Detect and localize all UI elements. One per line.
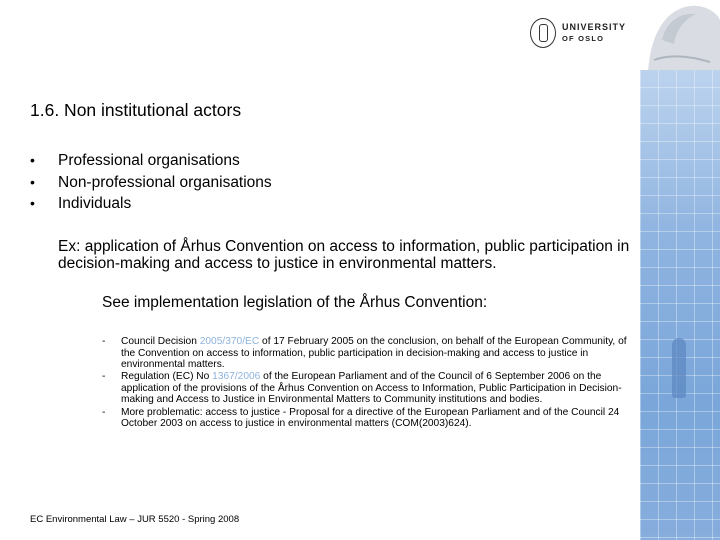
legislation-item: [100, 371, 630, 406]
see-legislation-text: See implementation legislation of the Århus Convention:: [102, 294, 488, 311]
bullet-item: • Professional organisations: [30, 150, 272, 172]
decorative-side-panel: [640, 70, 720, 540]
bullet-item: • Non-professional organisations: [30, 172, 272, 194]
reference-link[interactable]: 1367/2006: [212, 371, 261, 383]
reference-link[interactable]: 2005/370/EC: [199, 336, 260, 347]
ref-text-pre: Council Decision: [121, 336, 200, 347]
legislation-item: [100, 407, 630, 430]
bullet-item: • Individuals: [30, 193, 272, 215]
legislation-item: [100, 336, 630, 371]
university-seal-icon: [530, 18, 556, 48]
university-logo: [530, 16, 626, 50]
logo-line2: OF OSLO: [562, 34, 605, 43]
actor-bullet-list: [30, 150, 272, 215]
ref-text-pre: Regulation (EC) No: [121, 371, 213, 383]
statue-image: [640, 0, 720, 72]
ref-text-pre: More problematic: access to justice - Proposal for a directive of the European Parliament and of the Council 24 October 2003 on access to justice in environmental matters (COM(2003)624).: [121, 406, 620, 430]
ref-text-post: of the European Parliament and of the Council of 6 September 2006 on the application of the provisions of the Århus Convention on Access to Information, Public Participation in Decision-making and Access to Justice in Environmental Matters to Community institutions and bodies.: [121, 371, 622, 406]
slide-footer: EC Environmental Law – JUR 5520 - Spring 2008: [30, 514, 240, 525]
ref-text-post: of 17 February 2005 on the conclusion, on behalf of the European Community, of the Convention on access to information, public participation in decision-making and access to justice in environmental matters.: [121, 336, 627, 371]
example-paragraph: Ex: application of Århus Convention on access to information, public participation in decision-making and access to justice in environmental matters.: [58, 238, 630, 272]
logo-line1: UNIVERSITY: [562, 22, 627, 32]
slide-title: 1.6. Non institutional actors: [30, 100, 242, 120]
legislation-list: [100, 336, 630, 430]
